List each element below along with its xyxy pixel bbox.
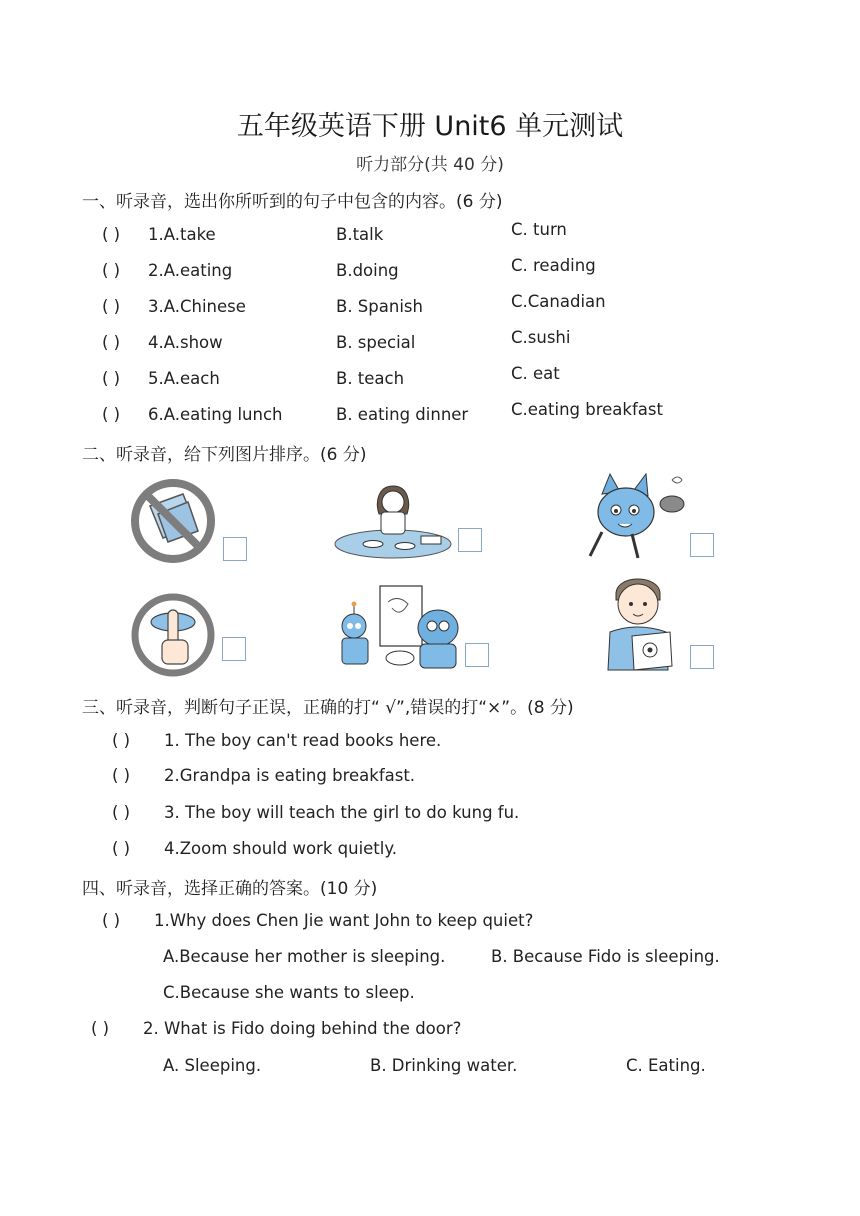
option-a: A.Because her mother is sleeping.: [163, 947, 446, 966]
option-c: C.eating breakfast: [511, 400, 663, 419]
section3-heading: 三、听录音，判断句子正误，正确的打“ √”,错误的打“×”。(8 分): [82, 698, 574, 718]
answer-paren[interactable]: ( ): [112, 803, 131, 822]
boy-reading-icon: [598, 570, 678, 672]
answer-paren[interactable]: ( ): [102, 369, 121, 388]
option-c: C.Canadian: [511, 292, 606, 311]
option-a: 6.A.eating lunch: [148, 405, 283, 424]
statement-text: 4.Zoom should work quietly.: [164, 839, 398, 858]
order-box-4[interactable]: [222, 637, 246, 661]
option-c: C.Because she wants to sleep.: [163, 983, 415, 1002]
statement-text: 1. The boy can't read books here.: [164, 731, 442, 750]
option-c: C.sushi: [511, 328, 571, 347]
section4-heading: 四、听录音，选择正确的答案。(10 分): [82, 879, 378, 899]
option-a: 4.A.show: [148, 333, 223, 352]
page-subtitle: 听力部分(共 40 分): [356, 155, 504, 175]
page-title: 五年级英语下册 Unit6 单元测试: [236, 111, 624, 142]
option-b: B. teach: [336, 369, 405, 388]
answer-paren[interactable]: ( ): [102, 405, 121, 424]
order-box-2[interactable]: [458, 528, 482, 552]
option-a: 2.A.eating: [148, 261, 233, 280]
section2-heading: 二、听录音，给下列图片排序。(6 分): [82, 445, 367, 465]
answer-paren[interactable]: ( ): [112, 766, 131, 785]
option-c: C. Eating.: [626, 1056, 706, 1075]
option-b: B. Spanish: [336, 297, 423, 316]
statement-text: 3. The boy will teach the girl to do kung fu.: [164, 803, 520, 822]
statement-text: 2.Grandpa is eating breakfast.: [164, 766, 416, 785]
option-a: A. Sleeping.: [163, 1056, 262, 1075]
order-box-1[interactable]: [223, 537, 247, 561]
answer-paren[interactable]: ( ): [102, 225, 121, 244]
option-a: 3.A.Chinese: [148, 297, 246, 316]
answer-paren[interactable]: ( ): [102, 261, 121, 280]
option-b: B. eating dinner: [336, 405, 469, 424]
answer-paren[interactable]: ( ): [102, 911, 121, 930]
answer-paren[interactable]: ( ): [112, 731, 131, 750]
option-c: C. turn: [511, 220, 567, 239]
answer-paren[interactable]: ( ): [102, 297, 121, 316]
option-a: 5.A.each: [148, 369, 220, 388]
question-text: 1.Why does Chen Jie want John to keep quiet?: [154, 911, 534, 930]
option-b: B. Because Fido is sleeping.: [491, 947, 720, 966]
option-b: B. Drinking water.: [370, 1056, 518, 1075]
answer-paren[interactable]: ( ): [112, 839, 131, 858]
no-books-sign-icon: [128, 476, 218, 566]
order-box-6[interactable]: [690, 645, 714, 669]
section1-heading: 一、听录音，选出你所听到的句子中包含的内容。(6 分): [82, 192, 503, 212]
order-box-3[interactable]: [690, 533, 714, 557]
option-c: C. eat: [511, 364, 560, 383]
option-b: B.talk: [336, 225, 384, 244]
option-a: 1.A.take: [148, 225, 216, 244]
answer-paren[interactable]: ( ): [102, 333, 121, 352]
girl-eating-icon: [333, 472, 453, 562]
answer-paren[interactable]: ( ): [91, 1019, 110, 1038]
option-b: B.doing: [336, 261, 399, 280]
question-text: 2. What is Fido doing behind the door?: [143, 1019, 462, 1038]
order-box-5[interactable]: [465, 643, 489, 667]
cat-icon: [572, 466, 692, 562]
keep-quiet-sign-icon: [128, 592, 218, 678]
robot-painting-icon: [338, 582, 462, 672]
option-c: C. reading: [511, 256, 596, 275]
option-b: B. special: [336, 333, 416, 352]
